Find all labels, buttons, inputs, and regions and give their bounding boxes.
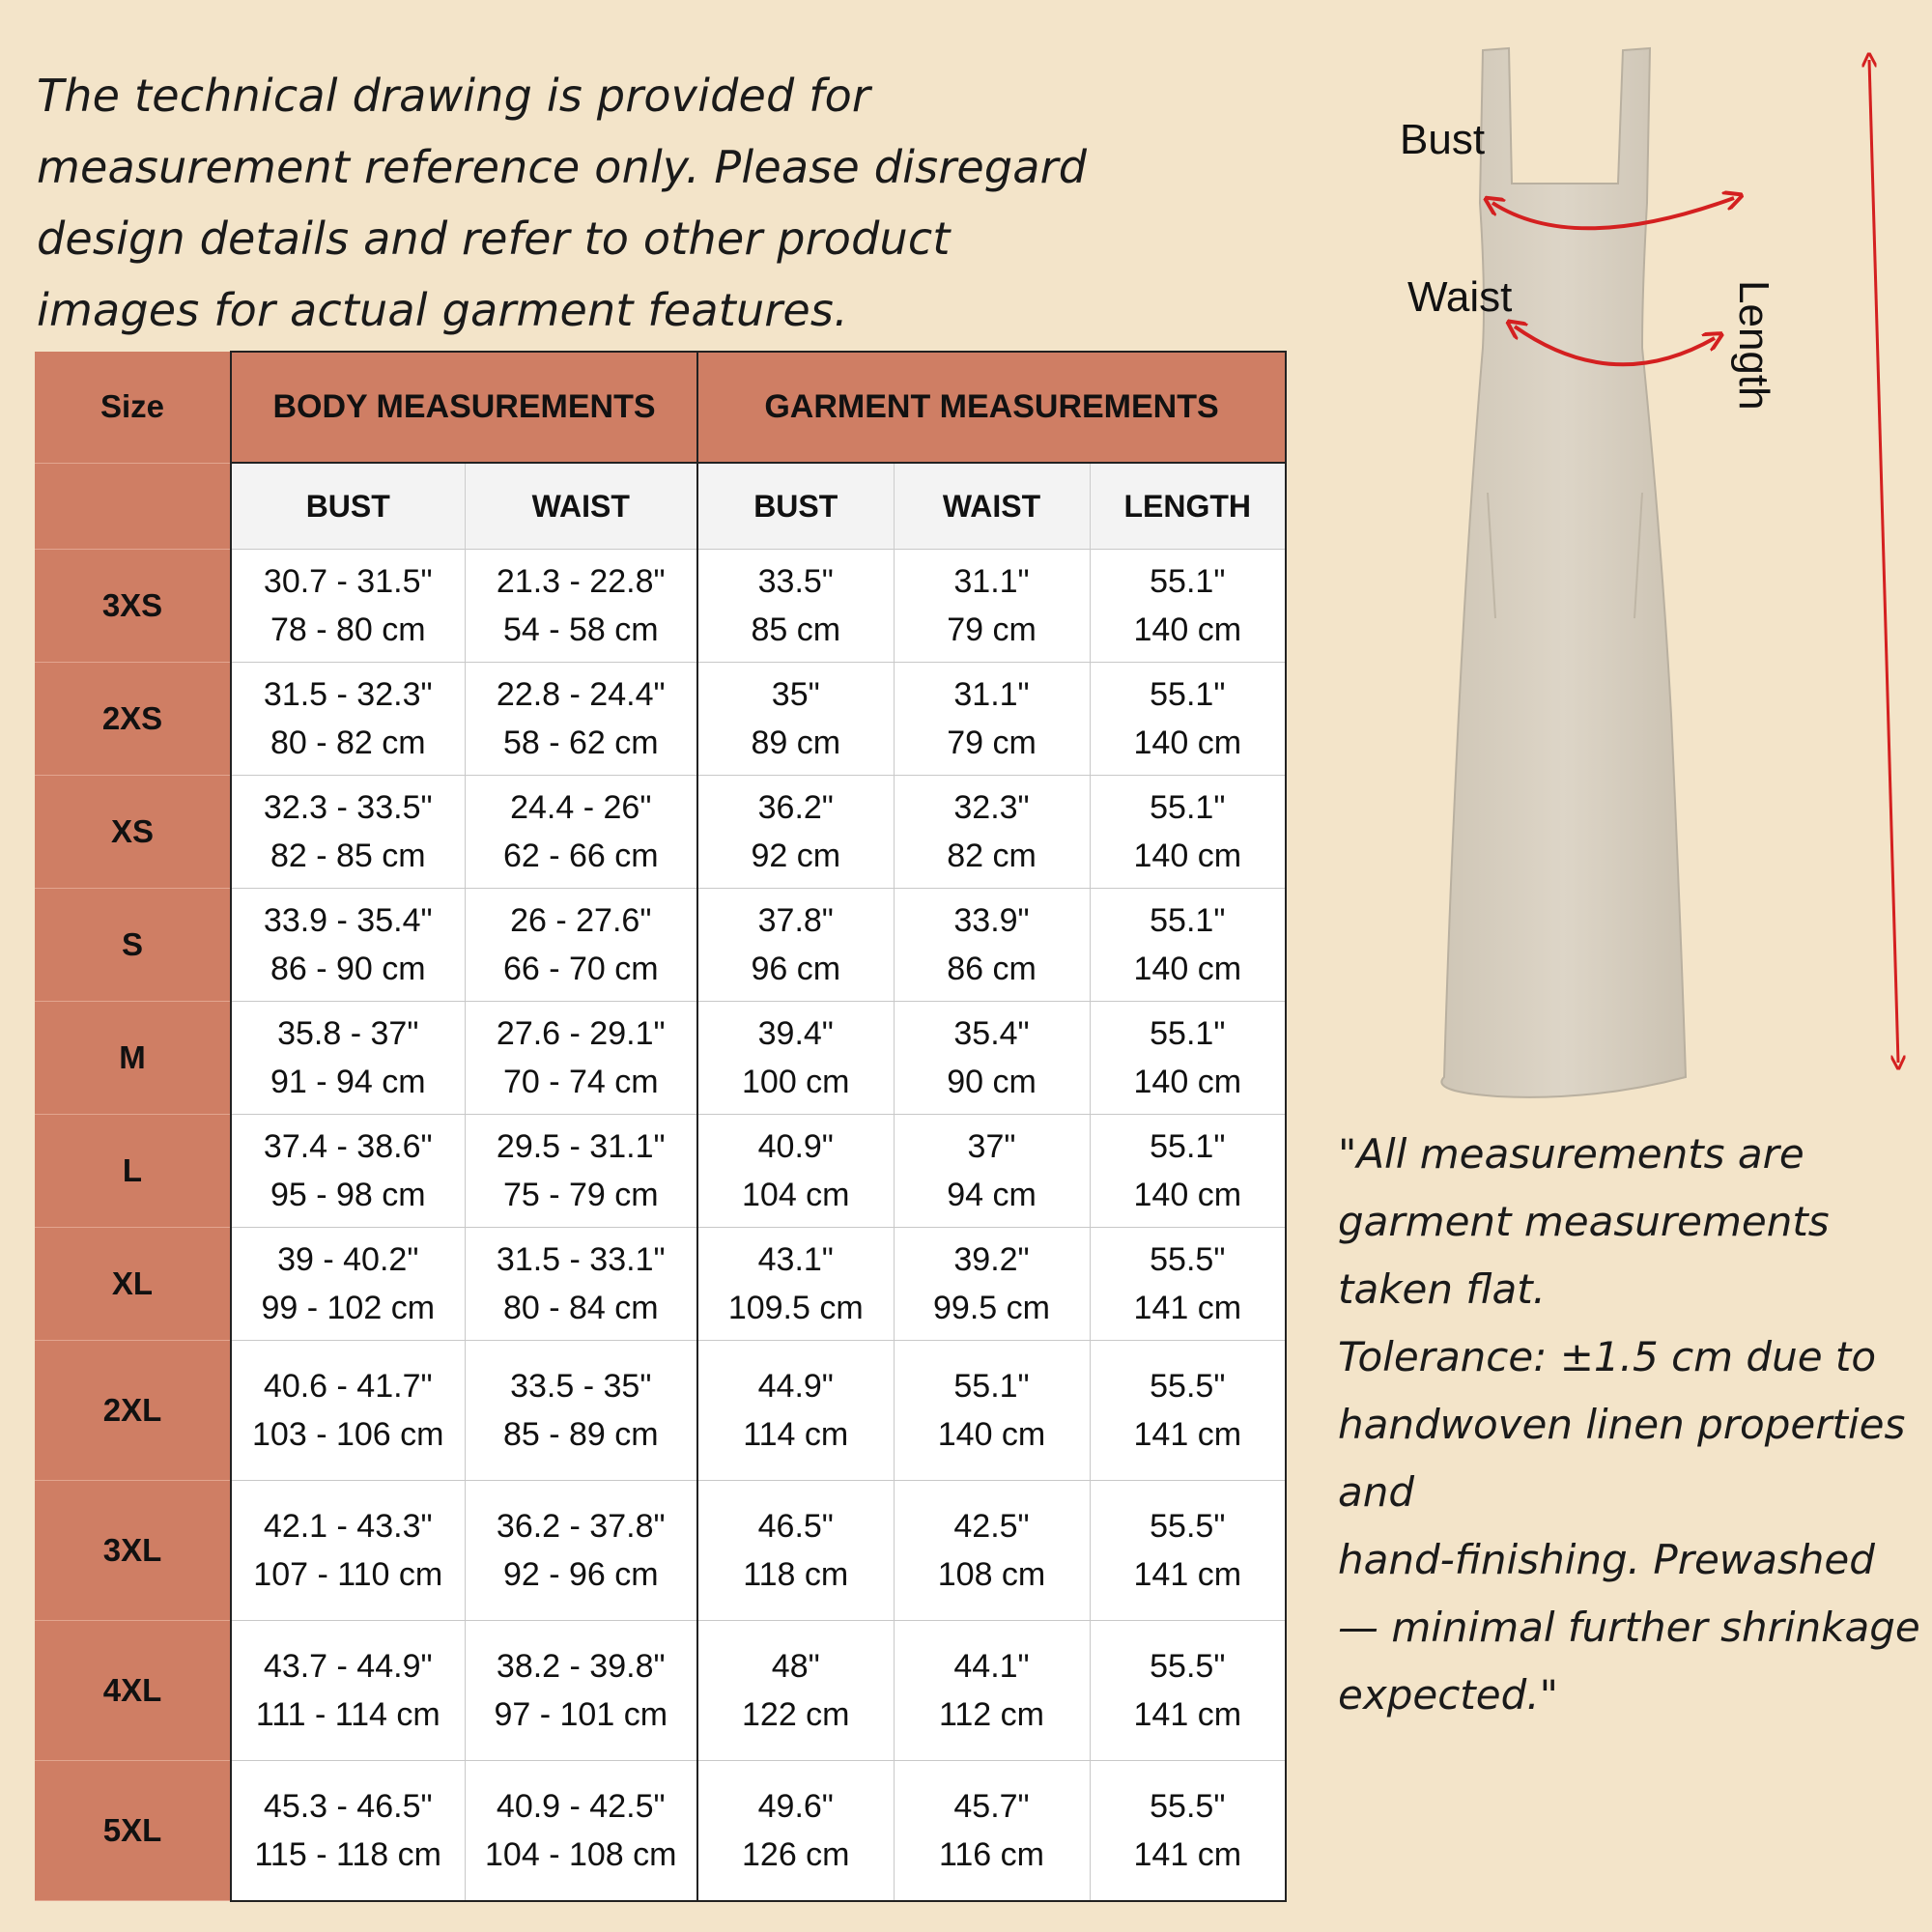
inch-value: 39.2" [953, 1241, 1030, 1278]
inch-value: 45.3 - 46.5" [263, 1787, 433, 1825]
cm-value: 92 cm [751, 838, 841, 874]
measurement-cell [465, 1115, 697, 1228]
inch-value: 44.9" [757, 1368, 834, 1405]
inch-value: 35" [771, 676, 820, 713]
cm-value: 86 cm [947, 951, 1037, 987]
inch-value: 31.1" [953, 676, 1030, 713]
cm-value: 104 - 108 cm [485, 1835, 677, 1873]
measurement-cell [231, 1228, 465, 1341]
measurement-cell [465, 1002, 697, 1115]
inch-value: 33.9" [953, 902, 1030, 939]
inch-value: 26 - 27.6" [510, 902, 652, 939]
size-label: 2XS [35, 663, 231, 776]
cm-value: 92 - 96 cm [502, 1556, 659, 1593]
cm-value: 112 cm [939, 1696, 1044, 1733]
cm-value: 141 cm [1133, 1835, 1242, 1873]
measurement-cell [231, 1481, 465, 1621]
cm-value: 100 cm [742, 1064, 850, 1100]
measurement-cell [231, 1115, 465, 1228]
cm-value: 58 - 62 cm [502, 724, 659, 761]
cm-value: 82 cm [947, 838, 1037, 874]
measurement-cell [697, 1621, 894, 1761]
cm-value: 140 cm [1133, 724, 1242, 761]
cm-value: 141 cm [1133, 1290, 1242, 1326]
note-line: and [1338, 1468, 1415, 1516]
size-label: 2XL [35, 1341, 231, 1481]
cm-value: 126 cm [742, 1835, 850, 1873]
inch-value: 32.3" [953, 789, 1030, 826]
measurement-cell [465, 1621, 697, 1761]
cm-value: 80 - 82 cm [270, 724, 426, 761]
garment-measurements-header: GARMENT MEASUREMENTS [697, 352, 1286, 463]
note-line: hand-finishing. Prewashed [1338, 1536, 1875, 1583]
inch-value: 33.5" [757, 563, 834, 600]
measurement-note [1338, 1121, 1918, 1729]
measurement-cell [1090, 776, 1286, 889]
measurement-cell [894, 1341, 1090, 1481]
measurement-cell [1090, 1341, 1286, 1481]
measurement-cell [697, 1481, 894, 1621]
inch-value: 31.5 - 33.1" [496, 1241, 666, 1278]
body-measurements-header: BODY MEASUREMENTS [231, 352, 697, 463]
cm-value: 104 cm [742, 1177, 850, 1213]
table-row [35, 1002, 1286, 1115]
cm-value: 75 - 79 cm [502, 1177, 659, 1213]
cm-value: 140 cm [1133, 1064, 1242, 1100]
inch-value: 55.1" [1150, 789, 1226, 826]
cm-value: 109.5 cm [727, 1290, 864, 1326]
note-line: handwoven linen properties [1338, 1401, 1906, 1448]
measurement-cell [894, 1481, 1090, 1621]
measurement-cell [1090, 1228, 1286, 1341]
size-column-header: Size [35, 352, 231, 463]
inch-value: 33.9 - 35.4" [263, 902, 433, 939]
note-line: — minimal further shrinkage [1338, 1604, 1920, 1651]
cm-value: 97 - 101 cm [494, 1696, 668, 1733]
cm-value: 116 cm [939, 1835, 1044, 1873]
inch-value: 42.1 - 43.3" [263, 1508, 433, 1545]
size-label: 3XS [35, 550, 231, 663]
inch-value: 36.2" [757, 789, 834, 826]
note-line: Tolerance: ±1.5 cm due to [1338, 1333, 1877, 1380]
length-arrow [1869, 60, 1898, 1063]
inch-value: 45.7" [953, 1787, 1030, 1825]
measurement-cell [894, 663, 1090, 776]
body-waist-header: WAIST [465, 463, 697, 550]
dress-diagram [1352, 39, 1932, 1101]
measurement-cell [1090, 550, 1286, 663]
cm-value: 89 cm [751, 724, 841, 761]
inch-value: 37" [967, 1128, 1016, 1165]
measurement-cell [465, 663, 697, 776]
measurement-cell [231, 776, 465, 889]
cm-value: 62 - 66 cm [502, 838, 659, 874]
table-row [35, 889, 1286, 1002]
dress-illustration [1352, 39, 1932, 1101]
measurement-cell [697, 1002, 894, 1115]
cm-value: 96 cm [751, 951, 841, 987]
inch-value: 55.5" [1150, 1648, 1226, 1685]
cm-value: 70 - 74 cm [502, 1064, 659, 1100]
inch-value: 40.9 - 42.5" [496, 1787, 666, 1825]
size-chart-table [35, 351, 1287, 1902]
inch-value: 55.1" [953, 1368, 1030, 1405]
cm-value: 141 cm [1133, 1696, 1242, 1733]
measurement-cell [465, 776, 697, 889]
cm-value: 80 - 84 cm [502, 1290, 659, 1326]
cm-value: 54 - 58 cm [502, 611, 659, 648]
table-row [35, 1228, 1286, 1341]
measurement-cell [697, 1341, 894, 1481]
waist-label: Waist [1407, 273, 1513, 321]
length-label: Length [1730, 280, 1777, 411]
cm-value: 140 cm [1133, 951, 1242, 987]
cm-value: 66 - 70 cm [502, 951, 659, 987]
measurement-cell [894, 550, 1090, 663]
measurement-cell [1090, 889, 1286, 1002]
measurement-cell [894, 776, 1090, 889]
inch-value: 44.1" [953, 1648, 1030, 1685]
dress-shape [1441, 48, 1686, 1097]
cm-value: 78 - 80 cm [270, 611, 426, 648]
inch-value: 31.1" [953, 563, 1030, 600]
inch-value: 35.8 - 37" [277, 1015, 419, 1052]
size-subheader-blank [35, 463, 231, 550]
inch-value: 33.5 - 35" [510, 1368, 652, 1405]
measurement-cell [697, 663, 894, 776]
measurement-cell [231, 1341, 465, 1481]
measurement-cell [894, 1621, 1090, 1761]
cm-value: 141 cm [1133, 1556, 1242, 1593]
inch-value: 30.7 - 31.5" [263, 563, 433, 600]
measurement-cell [894, 1228, 1090, 1341]
measurement-cell [465, 1761, 697, 1901]
measurement-cell [697, 1228, 894, 1341]
inch-value: 55.1" [1150, 563, 1226, 600]
inch-value: 40.6 - 41.7" [263, 1368, 433, 1405]
inch-value: 48" [771, 1648, 820, 1685]
cm-value: 140 cm [1133, 611, 1242, 648]
measurement-cell [894, 889, 1090, 1002]
inch-value: 55.1" [1150, 1128, 1226, 1165]
measurement-cell [1090, 1761, 1286, 1901]
table-row [35, 1761, 1286, 1901]
note-line: expected." [1338, 1671, 1558, 1719]
cm-value: 107 - 110 cm [253, 1556, 443, 1593]
cm-value: 122 cm [742, 1696, 850, 1733]
cm-value: 108 cm [937, 1556, 1046, 1593]
inch-value: 35.4" [953, 1015, 1030, 1052]
note-line: "All measurements are [1338, 1130, 1804, 1178]
measurement-cell [465, 1228, 697, 1341]
measurement-cell [231, 1761, 465, 1901]
body-bust-header: BUST [231, 463, 465, 550]
cm-value: 140 cm [1133, 1177, 1242, 1213]
size-label: 3XL [35, 1481, 231, 1621]
cm-value: 115 - 118 cm [254, 1835, 441, 1873]
inch-value: 55.5" [1150, 1241, 1226, 1278]
inch-value: 31.5 - 32.3" [263, 676, 433, 713]
measurement-cell [697, 776, 894, 889]
measurement-cell [1090, 1621, 1286, 1761]
measurement-cell [1090, 1002, 1286, 1115]
garment-length-header: LENGTH [1090, 463, 1286, 550]
inch-value: 36.2 - 37.8" [496, 1508, 666, 1545]
cm-value: 94 cm [947, 1177, 1037, 1213]
intro-line: images for actual garment features. [37, 284, 848, 336]
inch-value: 27.6 - 29.1" [496, 1015, 666, 1052]
table-row [35, 1621, 1286, 1761]
intro-disclaimer [37, 60, 1088, 346]
table-row [35, 550, 1286, 663]
measurement-cell [231, 663, 465, 776]
measurement-cell [1090, 1481, 1286, 1621]
inch-value: 55.5" [1150, 1787, 1226, 1825]
cm-value: 141 cm [1133, 1416, 1242, 1453]
table-row [35, 663, 1286, 776]
measurement-cell [894, 1002, 1090, 1115]
size-label: S [35, 889, 231, 1002]
inch-value: 32.3 - 33.5" [263, 789, 433, 826]
cm-value: 140 cm [937, 1416, 1046, 1453]
size-label: M [35, 1002, 231, 1115]
cm-value: 85 - 89 cm [502, 1416, 659, 1453]
cm-value: 82 - 85 cm [270, 838, 426, 874]
intro-line: measurement reference only. Please disregard [37, 141, 1088, 193]
intro-line: The technical drawing is provided for [37, 70, 871, 122]
measurement-cell [697, 1115, 894, 1228]
inch-value: 22.8 - 24.4" [496, 676, 666, 713]
inch-value: 46.5" [757, 1508, 834, 1545]
cm-value: 79 cm [947, 611, 1037, 648]
table-row [35, 1115, 1286, 1228]
table-row [35, 776, 1286, 889]
garment-waist-header: WAIST [894, 463, 1090, 550]
inch-value: 24.4 - 26" [510, 789, 652, 826]
measurement-cell [465, 550, 697, 663]
cm-value: 91 - 94 cm [270, 1064, 426, 1100]
cm-value: 79 cm [947, 724, 1037, 761]
cm-value: 90 cm [947, 1064, 1037, 1100]
note-line: garment measurements [1338, 1198, 1830, 1245]
inch-value: 21.3 - 22.8" [496, 563, 666, 600]
cm-value: 114 cm [743, 1416, 849, 1453]
inch-value: 39.4" [757, 1015, 834, 1052]
measurement-cell [894, 1115, 1090, 1228]
size-label: 5XL [35, 1761, 231, 1901]
measurement-cell [697, 550, 894, 663]
cm-value: 99.5 cm [933, 1290, 1050, 1326]
inch-value: 37.8" [757, 902, 834, 939]
inch-value: 37.4 - 38.6" [263, 1128, 433, 1165]
measurement-cell [1090, 1115, 1286, 1228]
cm-value: 95 - 98 cm [270, 1177, 426, 1213]
measurement-cell [894, 1761, 1090, 1901]
size-label: 4XL [35, 1621, 231, 1761]
inch-value: 42.5" [953, 1508, 1030, 1545]
measurement-cell [231, 889, 465, 1002]
table-row [35, 1341, 1286, 1481]
measurement-cell [697, 1761, 894, 1901]
inch-value: 55.1" [1150, 1015, 1226, 1052]
cm-value: 111 - 114 cm [255, 1696, 440, 1733]
inch-value: 43.1" [757, 1241, 834, 1278]
bust-label: Bust [1400, 116, 1486, 163]
cm-value: 85 cm [751, 611, 841, 648]
size-label: XS [35, 776, 231, 889]
measurement-cell [231, 1621, 465, 1761]
inch-value: 55.1" [1150, 902, 1226, 939]
measurement-cell [465, 889, 697, 1002]
note-line: taken flat. [1338, 1265, 1547, 1313]
measurement-cell [465, 1341, 697, 1481]
inch-value: 43.7 - 44.9" [263, 1648, 433, 1685]
table-row [35, 1481, 1286, 1621]
garment-bust-header: BUST [697, 463, 894, 550]
inch-value: 49.6" [757, 1787, 834, 1825]
inch-value: 55.1" [1150, 676, 1226, 713]
measurement-cell [697, 889, 894, 1002]
cm-value: 86 - 90 cm [270, 951, 426, 987]
inch-value: 38.2 - 39.8" [496, 1648, 666, 1685]
size-label: XL [35, 1228, 231, 1341]
inch-value: 39 - 40.2" [277, 1241, 419, 1278]
cm-value: 118 cm [743, 1556, 849, 1593]
inch-value: 55.5" [1150, 1368, 1226, 1405]
cm-value: 99 - 102 cm [261, 1290, 436, 1326]
measurement-cell [1090, 663, 1286, 776]
measurement-cell [231, 550, 465, 663]
cm-value: 103 - 106 cm [252, 1416, 444, 1453]
cm-value: 140 cm [1133, 838, 1242, 874]
measurement-cell [465, 1481, 697, 1621]
inch-value: 40.9" [757, 1128, 834, 1165]
intro-line: design details and refer to other product [37, 213, 951, 265]
inch-value: 55.5" [1150, 1508, 1226, 1545]
measurement-cell [231, 1002, 465, 1115]
inch-value: 29.5 - 31.1" [496, 1128, 666, 1165]
size-label: L [35, 1115, 231, 1228]
